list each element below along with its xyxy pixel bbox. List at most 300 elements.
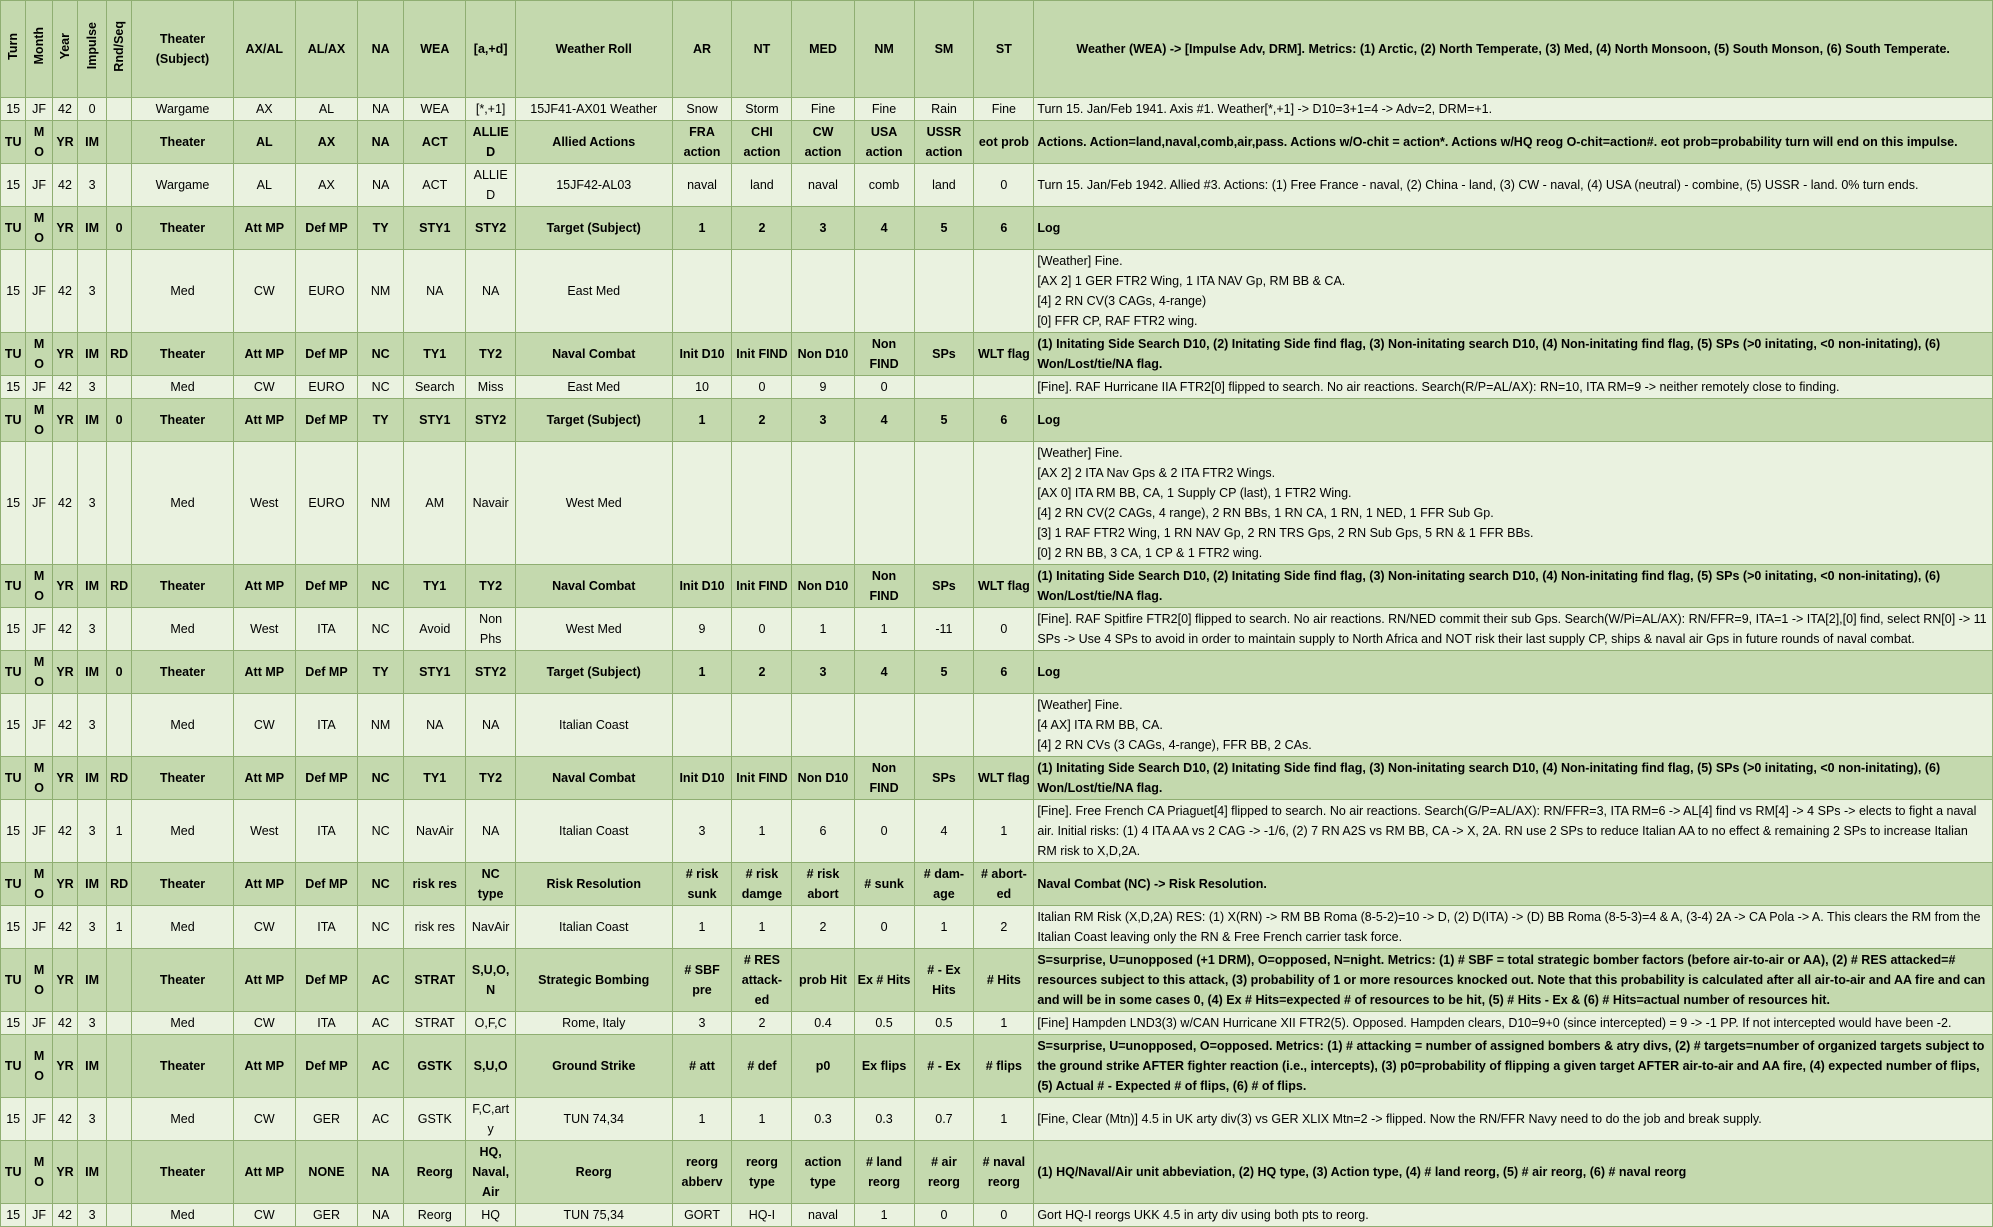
cell-month[interactable]: MO [26,399,52,442]
cell-log[interactable]: Turn 15. Jan/Feb 1941. Axis #1. Weather[*,+1] -> D10=3+1=4 -> Adv=2, DRM=+1. [1034,98,1993,121]
cell-year[interactable]: 42 [52,376,77,399]
cell-m3[interactable]: 0.4 [792,1012,854,1035]
cell-turn[interactable]: TU [1,565,26,608]
header-al-ax[interactable]: AL/AX [295,1,357,98]
cell-sub1[interactable]: Reorg [404,1204,466,1227]
cell-year[interactable]: 42 [52,164,77,207]
cell-subject[interactable]: Rome, Italy [515,1012,672,1035]
cell-sub1[interactable]: TY1 [404,333,466,376]
cell-m2[interactable]: 2 [732,207,792,250]
cell-month[interactable]: MO [26,565,52,608]
cell-sub2[interactable]: TY2 [466,757,516,800]
cell-year[interactable]: YR [52,863,77,906]
cell-m6[interactable]: WLT flag [974,333,1034,376]
cell-m4[interactable]: 0 [854,800,914,863]
cell-att[interactable]: Att MP [233,863,295,906]
cell-def[interactable]: AL [295,98,357,121]
cell-sub1[interactable]: AM [404,442,466,565]
cell-m6[interactable]: # abort-ed [974,863,1034,906]
cell-m6[interactable] [974,250,1034,333]
cell-m5[interactable]: Rain [914,98,974,121]
cell-sub2[interactable]: TY2 [466,333,516,376]
cell-m3[interactable]: 0.3 [792,1098,854,1141]
cell-rnd-seq[interactable] [106,1141,131,1204]
cell-m4[interactable]: comb [854,164,914,207]
cell-m2[interactable]: Init FIND [732,333,792,376]
cell-theater[interactable]: Theater [132,333,233,376]
cell-m5[interactable]: 0.5 [914,1012,974,1035]
cell-m4[interactable]: Ex # Hits [854,949,914,1012]
cell-subject[interactable]: East Med [515,250,672,333]
cell-m1[interactable]: Init D10 [672,565,732,608]
cell-m3[interactable]: 9 [792,376,854,399]
cell-m3[interactable]: 3 [792,399,854,442]
cell-m1[interactable]: Snow [672,98,732,121]
cell-sub1[interactable]: WEA [404,98,466,121]
cell-m5[interactable] [914,250,974,333]
cell-m2[interactable]: 0 [732,608,792,651]
cell-rnd-seq[interactable] [106,442,131,565]
cell-m2[interactable]: HQ-I [732,1204,792,1227]
cell-turn[interactable]: TU [1,1035,26,1098]
cell-type[interactable]: NC [358,757,404,800]
cell-log[interactable]: Log [1034,651,1993,694]
cell-def[interactable]: Def MP [295,949,357,1012]
cell-def[interactable]: ITA [295,1012,357,1035]
cell-m1[interactable]: 3 [672,800,732,863]
cell-m5[interactable]: 0 [914,1204,974,1227]
cell-sub2[interactable]: STY2 [466,651,516,694]
cell-def[interactable]: Def MP [295,1035,357,1098]
cell-impulse[interactable]: 0 [78,98,107,121]
cell-def[interactable]: ITA [295,906,357,949]
cell-sub2[interactable]: S,U,O [466,1035,516,1098]
cell-sub2[interactable]: NA [466,800,516,863]
header-impulse[interactable]: Impulse [78,1,107,98]
cell-turn[interactable]: TU [1,651,26,694]
cell-subject[interactable]: West Med [515,442,672,565]
cell-log[interactable]: (1) Initating Side Search D10, (2) Initating Side find flag, (3) Non-initating search D10, (4) Non-initating find flag, (5) SPs (>0 initating, <0 non-initating), (6) Won/Lost/tie/NA flag. [1034,565,1993,608]
cell-turn[interactable]: TU [1,207,26,250]
cell-att[interactable]: Att MP [233,757,295,800]
cell-att[interactable]: Att MP [233,1141,295,1204]
cell-turn[interactable]: 15 [1,98,26,121]
cell-rnd-seq[interactable]: 1 [106,906,131,949]
cell-m6[interactable]: 1 [974,1098,1034,1141]
cell-m3[interactable]: p0 [792,1035,854,1098]
cell-m4[interactable]: # sunk [854,863,914,906]
cell-subject[interactable]: Target (Subject) [515,207,672,250]
cell-sub2[interactable]: STY2 [466,207,516,250]
cell-m4[interactable]: 0.3 [854,1098,914,1141]
header-month[interactable]: Month [26,1,52,98]
cell-month[interactable]: JF [26,608,52,651]
cell-subject[interactable]: Target (Subject) [515,651,672,694]
cell-theater[interactable]: Theater [132,207,233,250]
cell-type[interactable]: NC [358,800,404,863]
cell-sub2[interactable]: NavAir [466,906,516,949]
cell-att[interactable]: CW [233,1098,295,1141]
cell-sub1[interactable]: STRAT [404,1012,466,1035]
cell-rnd-seq[interactable] [106,949,131,1012]
cell-m4[interactable]: Non FIND [854,565,914,608]
cell-m4[interactable]: 4 [854,651,914,694]
cell-theater[interactable]: Med [132,1098,233,1141]
cell-sub1[interactable]: STY1 [404,651,466,694]
cell-year[interactable]: 42 [52,800,77,863]
header-ax-al[interactable]: AX/AL [233,1,295,98]
cell-year[interactable]: YR [52,949,77,1012]
cell-def[interactable]: Def MP [295,399,357,442]
cell-theater[interactable]: Theater [132,863,233,906]
cell-year[interactable]: 42 [52,906,77,949]
cell-type[interactable]: NA [358,121,404,164]
cell-theater[interactable]: Med [132,376,233,399]
cell-log[interactable]: (1) Initating Side Search D10, (2) Initating Side find flag, (3) Non-initating search D10, (4) Non-initating find flag, (5) SPs (>0 initating, <0 non-initating), (6) Won/Lost/tie/NA flag. [1034,333,1993,376]
cell-m5[interactable]: 0.7 [914,1098,974,1141]
cell-m1[interactable]: 1 [672,207,732,250]
cell-log[interactable]: S=surprise, U=unopposed, O=opposed. Metrics: (1) # attacking = number of assigned bombers & atry divs, (2) # targets=number of organized targets subject to the ground strike AFTER fighter reaction (i.e., intercepts), (3) p0=probability of flipping a given target AFTER air-to-air and AA fire, (4) expected number of flips, (5) Actual # - Expected # of flips, (6) # of flips. [1034,1035,1993,1098]
cell-m5[interactable]: # - Ex Hits [914,949,974,1012]
cell-m6[interactable]: 0 [974,1204,1034,1227]
cell-month[interactable]: MO [26,207,52,250]
cell-sub1[interactable]: risk res [404,906,466,949]
cell-log[interactable]: [Fine]. Free French CA Priaguet[4] flipped to search. No air reactions. Search(G/P=AL/AX): RN/FFR=3, ITA RM=6 -> AL[4] find vs RM[4] -> 4 SPs -> elects to fight a naval air. Initial risks: (1) 4 ITA AA vs 2 CAG -> -1/6, (2) 7 RN A2S vs RM BB, CA -> X, 2A. RN use 2 SPs to reduce Italian AA to no effect & remaining 2 SPs to increase Italian RM risk to X,D,2A. [1034,800,1993,863]
cell-log[interactable] [1034,694,1993,757]
cell-m1[interactable]: reorg abberv [672,1141,732,1204]
cell-m2[interactable] [732,442,792,565]
cell-month[interactable]: MO [26,121,52,164]
cell-m3[interactable]: Non D10 [792,565,854,608]
cell-m6[interactable]: 6 [974,207,1034,250]
cell-theater[interactable]: Theater [132,399,233,442]
cell-sub2[interactable]: NA [466,250,516,333]
cell-subject[interactable]: Ground Strike [515,1035,672,1098]
cell-log[interactable]: Gort HQ-I reorgs UKK 4.5 in arty div using both pts to reorg. [1034,1204,1993,1227]
cell-turn[interactable]: 15 [1,1204,26,1227]
cell-m6[interactable]: 6 [974,651,1034,694]
cell-subject[interactable]: Italian Coast [515,906,672,949]
cell-impulse[interactable]: 3 [78,250,107,333]
cell-type[interactable]: NA [358,164,404,207]
cell-subject[interactable]: Risk Resolution [515,863,672,906]
cell-impulse[interactable]: 3 [78,376,107,399]
cell-m3[interactable]: Non D10 [792,757,854,800]
cell-rnd-seq[interactable] [106,608,131,651]
cell-m2[interactable]: 2 [732,399,792,442]
cell-m4[interactable]: 0.5 [854,1012,914,1035]
cell-m6[interactable]: # flips [974,1035,1034,1098]
cell-m5[interactable] [914,694,974,757]
cell-theater[interactable]: Med [132,442,233,565]
cell-m3[interactable]: 1 [792,608,854,651]
cell-impulse[interactable]: IM [78,399,107,442]
cell-sub1[interactable]: Search [404,376,466,399]
cell-log[interactable]: Log [1034,399,1993,442]
cell-subject[interactable]: Naval Combat [515,333,672,376]
cell-m4[interactable]: Non FIND [854,757,914,800]
cell-subject[interactable]: Italian Coast [515,694,672,757]
cell-def[interactable]: EURO [295,376,357,399]
cell-sub2[interactable]: HQ, Naval, Air [466,1141,516,1204]
cell-m2[interactable]: # def [732,1035,792,1098]
cell-sub2[interactable]: O,F,C [466,1012,516,1035]
cell-subject[interactable]: 15JF42-AL03 [515,164,672,207]
cell-m4[interactable]: Fine [854,98,914,121]
cell-sub2[interactable]: NA [466,694,516,757]
cell-m3[interactable] [792,694,854,757]
cell-m1[interactable]: FRA action [672,121,732,164]
cell-m1[interactable]: 9 [672,608,732,651]
cell-sub1[interactable]: GSTK [404,1035,466,1098]
cell-impulse[interactable]: IM [78,949,107,1012]
cell-m4[interactable]: # land reorg [854,1141,914,1204]
cell-month[interactable]: JF [26,694,52,757]
cell-att[interactable]: West [233,442,295,565]
cell-sub2[interactable]: Non Phs [466,608,516,651]
cell-theater[interactable]: Med [132,608,233,651]
cell-m2[interactable]: CHI action [732,121,792,164]
cell-m6[interactable]: WLT flag [974,565,1034,608]
cell-year[interactable]: YR [52,207,77,250]
cell-m1[interactable] [672,250,732,333]
cell-m4[interactable]: Ex flips [854,1035,914,1098]
cell-month[interactable]: JF [26,250,52,333]
cell-m6[interactable]: WLT flag [974,757,1034,800]
cell-m6[interactable]: 2 [974,906,1034,949]
cell-subject[interactable]: Strategic Bombing [515,949,672,1012]
cell-m1[interactable]: 1 [672,1098,732,1141]
cell-m4[interactable]: 0 [854,376,914,399]
cell-impulse[interactable]: 3 [78,800,107,863]
cell-m6[interactable]: Fine [974,98,1034,121]
cell-m5[interactable]: 1 [914,906,974,949]
cell-subject[interactable]: West Med [515,608,672,651]
cell-sub1[interactable]: TY1 [404,757,466,800]
cell-m4[interactable]: 4 [854,399,914,442]
cell-sub1[interactable]: NavAir [404,800,466,863]
cell-turn[interactable]: TU [1,1141,26,1204]
cell-m5[interactable]: USSR action [914,121,974,164]
cell-rnd-seq[interactable]: RD [106,757,131,800]
cell-sub1[interactable]: GSTK [404,1098,466,1141]
cell-subject[interactable]: Reorg [515,1141,672,1204]
cell-m2[interactable]: # RES attack-ed [732,949,792,1012]
cell-theater[interactable]: Theater [132,121,233,164]
cell-turn[interactable]: 15 [1,250,26,333]
cell-m6[interactable] [974,442,1034,565]
cell-impulse[interactable]: IM [78,1141,107,1204]
cell-m2[interactable]: Init FIND [732,565,792,608]
cell-m2[interactable]: 2 [732,1012,792,1035]
cell-sub2[interactable]: TY2 [466,565,516,608]
header-turn[interactable]: Turn [1,1,26,98]
cell-sub2[interactable]: STY2 [466,399,516,442]
cell-m6[interactable]: 6 [974,399,1034,442]
cell-sub1[interactable]: TY1 [404,565,466,608]
cell-rnd-seq[interactable] [106,1012,131,1035]
cell-m6[interactable]: 0 [974,608,1034,651]
cell-impulse[interactable]: IM [78,757,107,800]
cell-month[interactable]: JF [26,1098,52,1141]
header-year[interactable]: Year [52,1,77,98]
cell-att[interactable]: AL [233,164,295,207]
cell-m4[interactable] [854,442,914,565]
cell-theater[interactable]: Med [132,250,233,333]
cell-turn[interactable]: 15 [1,694,26,757]
cell-log[interactable]: [Fine, Clear (Mtn)] 4.5 in UK arty div(3) vs GER XLIX Mtn=2 -> flipped. Now the RN/FFR Navy need to do the job and break supply. [1034,1098,1993,1141]
cell-theater[interactable]: Theater [132,651,233,694]
cell-log[interactable]: Actions. Action=land,naval,comb,air,pass. Actions w/O-chit = action*. Actions w/HQ reog O-chit=action#. eot prob=probability turn will end on this impulse. [1034,121,1993,164]
cell-theater[interactable]: Wargame [132,98,233,121]
cell-type[interactable]: NM [358,442,404,565]
cell-m2[interactable]: reorg type [732,1141,792,1204]
cell-log[interactable]: S=surprise, U=unopposed (+1 DRM), O=opposed, N=night. Metrics: (1) # SBF = total strategic bomber factors (before air-to-air or AA), (2) # RES attacked=# resources subject to this attack, (3) probability of 1 or more resources knocked out. Note that this probability is calculated after all air-to-air and AA fire and can and will be in some cases 0, (4) Ex # Hits=expected # of resources to be hit, (5) # Hits - Ex & (6) # Hits=actual number of resources hit. [1034,949,1993,1012]
cell-turn[interactable]: TU [1,333,26,376]
cell-impulse[interactable]: 3 [78,1098,107,1141]
cell-m1[interactable]: Init D10 [672,757,732,800]
cell-theater[interactable]: Theater [132,757,233,800]
cell-log[interactable]: Naval Combat (NC) -> Risk Resolution. [1034,863,1993,906]
cell-sub1[interactable]: ACT [404,121,466,164]
cell-year[interactable]: 42 [52,250,77,333]
cell-year[interactable]: 42 [52,98,77,121]
cell-type[interactable]: TY [358,207,404,250]
cell-def[interactable]: GER [295,1204,357,1227]
cell-impulse[interactable]: 3 [78,442,107,565]
header-nt[interactable]: NT [732,1,792,98]
cell-sub1[interactable]: NA [404,694,466,757]
cell-theater[interactable]: Med [132,1012,233,1035]
cell-rnd-seq[interactable]: RD [106,333,131,376]
header-adv-drm[interactable]: [a,+d] [466,1,516,98]
cell-att[interactable]: CW [233,694,295,757]
cell-turn[interactable]: TU [1,399,26,442]
cell-year[interactable]: YR [52,121,77,164]
cell-turn[interactable]: 15 [1,1012,26,1035]
cell-att[interactable]: West [233,800,295,863]
cell-theater[interactable]: Wargame [132,164,233,207]
cell-m3[interactable]: 3 [792,207,854,250]
cell-m3[interactable]: naval [792,164,854,207]
cell-log[interactable]: [Fine] Hampden LND3(3) w/CAN Hurricane XII FTR2(5). Opposed. Hampden clears, D10=9+0 (since intercepted) = 9 -> -1 PP. If not intercepted would have been -2. [1034,1012,1993,1035]
cell-type[interactable]: AC [358,1012,404,1035]
cell-year[interactable]: 42 [52,1098,77,1141]
cell-m4[interactable]: USA action [854,121,914,164]
cell-m6[interactable]: # Hits [974,949,1034,1012]
cell-theater[interactable]: Med [132,1204,233,1227]
cell-m2[interactable]: Init FIND [732,757,792,800]
cell-def[interactable]: ITA [295,608,357,651]
cell-rnd-seq[interactable]: RD [106,565,131,608]
cell-impulse[interactable]: 3 [78,164,107,207]
cell-turn[interactable]: TU [1,863,26,906]
cell-month[interactable]: JF [26,442,52,565]
cell-year[interactable]: YR [52,1035,77,1098]
cell-log[interactable]: [Fine]. RAF Hurricane IIA FTR2[0] flipped to search. No air reactions. Search(R/P=AL/AX): RN=10, ITA RM=9 -> neither remotely close to finding. [1034,376,1993,399]
cell-log[interactable]: Turn 15. Jan/Feb 1942. Allied #3. Actions: (1) Free France - naval, (2) China - land, (3) CW - naval, (4) USA (neutral) - combine, (5) USSR - land. 0% turn ends. [1034,164,1993,207]
cell-m2[interactable]: 1 [732,800,792,863]
cell-rnd-seq[interactable]: 0 [106,399,131,442]
cell-log[interactable] [1034,250,1993,333]
cell-month[interactable]: MO [26,863,52,906]
cell-sub2[interactable]: Miss [466,376,516,399]
cell-m2[interactable]: Storm [732,98,792,121]
cell-def[interactable]: Def MP [295,565,357,608]
cell-m3[interactable] [792,442,854,565]
cell-m1[interactable]: naval [672,164,732,207]
cell-impulse[interactable]: 3 [78,694,107,757]
cell-type[interactable]: NC [358,333,404,376]
cell-rnd-seq[interactable] [106,1035,131,1098]
cell-month[interactable]: JF [26,800,52,863]
cell-m5[interactable]: 5 [914,651,974,694]
cell-type[interactable]: NA [358,98,404,121]
header-theater[interactable]: Theater (Subject) [132,1,233,98]
cell-att[interactable]: Att MP [233,949,295,1012]
cell-rnd-seq[interactable] [106,164,131,207]
cell-rnd-seq[interactable] [106,694,131,757]
cell-month[interactable]: JF [26,98,52,121]
cell-m1[interactable] [672,694,732,757]
cell-def[interactable]: EURO [295,442,357,565]
cell-log[interactable]: Log [1034,207,1993,250]
cell-def[interactable]: Def MP [295,651,357,694]
cell-m1[interactable]: Init D10 [672,333,732,376]
cell-turn[interactable]: 15 [1,164,26,207]
cell-type[interactable]: NA [358,1141,404,1204]
cell-impulse[interactable]: 3 [78,1204,107,1227]
cell-theater[interactable]: Med [132,800,233,863]
cell-turn[interactable]: TU [1,757,26,800]
cell-m2[interactable] [732,250,792,333]
cell-sub2[interactable]: ALLIED [466,121,516,164]
cell-m5[interactable]: # air reorg [914,1141,974,1204]
cell-m5[interactable]: SPs [914,757,974,800]
cell-sub2[interactable]: F,C,arty [466,1098,516,1141]
cell-att[interactable]: CW [233,1012,295,1035]
cell-sub1[interactable]: risk res [404,863,466,906]
cell-month[interactable]: MO [26,333,52,376]
cell-type[interactable]: NC [358,906,404,949]
cell-year[interactable]: 42 [52,608,77,651]
cell-type[interactable]: AC [358,1098,404,1141]
cell-m4[interactable]: 4 [854,207,914,250]
cell-month[interactable]: JF [26,164,52,207]
cell-m4[interactable]: 1 [854,608,914,651]
cell-impulse[interactable]: IM [78,651,107,694]
cell-month[interactable]: JF [26,906,52,949]
cell-m3[interactable]: # risk abort [792,863,854,906]
header-med[interactable]: MED [792,1,854,98]
cell-year[interactable]: YR [52,399,77,442]
cell-turn[interactable]: 15 [1,608,26,651]
cell-type[interactable]: NM [358,250,404,333]
cell-subject[interactable]: East Med [515,376,672,399]
cell-att[interactable]: Att MP [233,651,295,694]
cell-rnd-seq[interactable] [106,376,131,399]
cell-att[interactable]: AL [233,121,295,164]
cell-sub1[interactable]: STY1 [404,207,466,250]
cell-att[interactable]: Att MP [233,565,295,608]
cell-month[interactable]: JF [26,376,52,399]
cell-log[interactable] [1034,442,1993,565]
cell-att[interactable]: Att MP [233,1035,295,1098]
cell-type[interactable]: NC [358,863,404,906]
cell-year[interactable]: 42 [52,1012,77,1035]
cell-impulse[interactable]: 3 [78,608,107,651]
cell-m4[interactable] [854,250,914,333]
